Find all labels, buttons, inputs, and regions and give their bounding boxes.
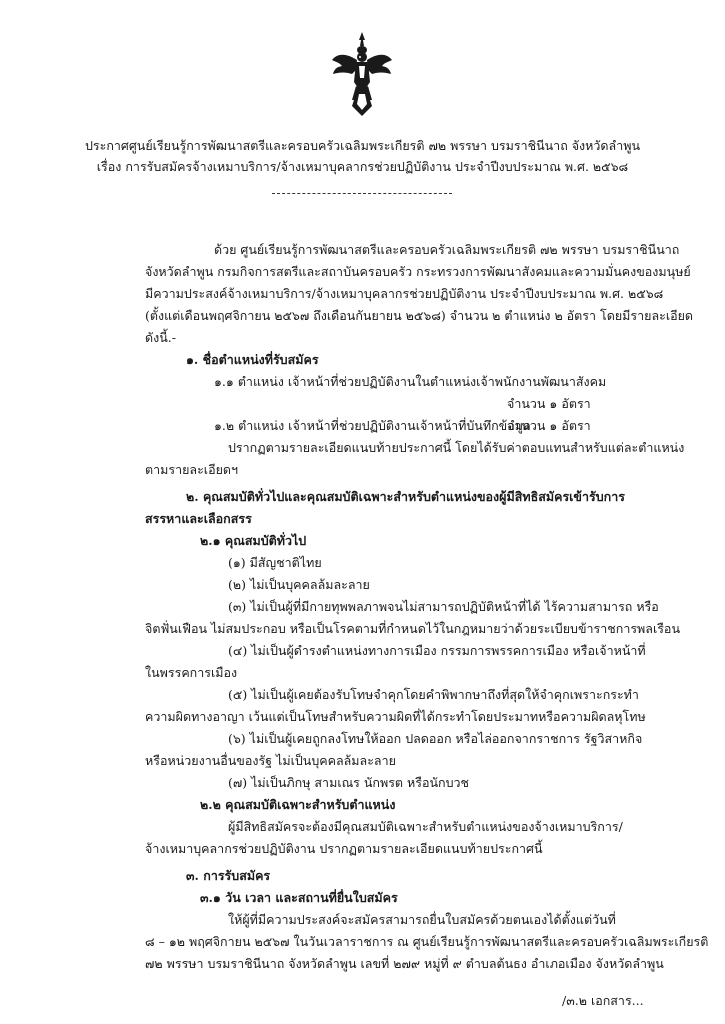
section1-item1-count: จำนวน ๑ อัตรา bbox=[507, 396, 591, 411]
page-continuation: /๓.๒ เอกสาร... bbox=[562, 993, 644, 1008]
application-line-1: ให้ผู้ที่มีความประสงค์จะสมัครสามารถยื่นใบสมัครด้วยตนเองได้ตั้งแต่วันที่ bbox=[228, 912, 616, 927]
qualification-6: (๖) ไม่เป็นผู้เคยถูกลงโทษให้ออก ปลดออก หรือไล่ออกจากราชการ รัฐวิสาหกิจ bbox=[228, 731, 643, 746]
intro-line-1: ด้วย ศูนย์เรียนรู้การพัฒนาสตรีและครอบครัวเฉลิมพระเกียรติ ๗๒ พรรษา บรมราชินีนาถ bbox=[214, 242, 680, 257]
section3-heading: ๓. การรับสมัคร bbox=[186, 868, 271, 883]
qualification-3-cont: จิตฟั่นเฟือน ไม่สมประกอบ หรือเป็นโรคตามที่กำหนดไว้ในกฎหมายว่าด้วยระเบียบข้าราชการพลเรือน bbox=[145, 621, 680, 636]
qualification-4-cont: ในพรรคการเมือง bbox=[145, 665, 238, 680]
section1-item2-count: จำนวน ๑ อัตรา bbox=[507, 418, 591, 433]
qualification-6-cont: หรือหน่วยงานอื่นของรัฐ ไม่เป็นบุคคลล้มละลาย bbox=[145, 753, 396, 768]
qualification-4: (๔) ไม่เป็นผู้ดำรงตำแหน่งทางการเมือง กรรมการพรรคการเมือง หรือเจ้าหน้าที่ bbox=[228, 643, 646, 658]
announcement-title: ประกาศศูนย์เรียนรู้การพัฒนาสตรีและครอบครัวเฉลิมพระเกียรติ ๗๒ พรรษา บรมราชินีนาถ จังหวัดลำพูน bbox=[84, 138, 641, 153]
section1-note-2: ตามรายละเอียดฯ bbox=[145, 462, 239, 477]
section2-sub2: ๒.๒ คุณสมบัติเฉพาะสำหรับตำแหน่ง bbox=[200, 797, 396, 812]
qualification-5: (๕) ไม่เป็นผู้เคยต้องรับโทษจำคุกโดยคำพิพากษาถึงที่สุดให้จำคุกเพราะกระทำ bbox=[228, 687, 639, 702]
section1-item1: ๑.๑ ตำแหน่ง เจ้าหน้าที่ช่วยปฏิบัติงานในตำแหน่งเจ้าพนักงานพัฒนาสังคม bbox=[214, 374, 607, 389]
specific-qualification-2: จ้างเหมาบุคลากรช่วยปฏิบัติงาน ปรากฏตามรายละเอียดแนบท้ายประกาศนี้ bbox=[145, 841, 543, 856]
section2-heading-cont: สรรหาและเลือกสรร bbox=[145, 511, 252, 526]
qualification-3: (๓) ไม่เป็นผู้ที่มีกายทุพพลภาพจนไม่สามารถปฏิบัติหน้าที่ได้ ไร้ความสามารถ หรือ bbox=[228, 599, 659, 614]
intro-line-3: มีความประสงค์จ้างเหมาบริการ/จ้างเหมาบุคลากรช่วยปฏิบัติงาน ประจำปีงบประมาณ พ.ศ. ๒๕๖๘ bbox=[145, 286, 664, 301]
application-line-3: ๗๒ พรรษา บรมราชินีนาถ จังหวัดลำพูน เลขที่ ๒๗๙ หมู่ที่ ๙ ตำบลต้นธง อำเภอเมือง จังหวัดลำพูน bbox=[145, 956, 664, 971]
garuda-emblem-icon bbox=[330, 30, 394, 118]
section2-sub1: ๒.๑ คุณสมบัติทั่วไป bbox=[200, 533, 307, 548]
intro-line-5: ดังนี้.- bbox=[145, 330, 176, 345]
intro-line-4: (ตั้งแต่เดือนพฤศจิกายน ๒๕๖๗ ถึงเดือนกันยายน ๒๕๖๘) จำนวน ๒ ตำแหน่ง ๒ อัตรา โดยมีรายละเอียด bbox=[145, 308, 694, 323]
application-line-2: ๘ – ๑๒ พฤศจิกายน ๒๕๖๗ ในวันเวลาราชการ ณ ศูนย์เรียนรู้การพัฒนาสตรีและครอบครัวเฉลิมพระเกียรติ bbox=[145, 934, 709, 949]
announcement-subject: เรื่อง การรับสมัครจ้างเหมาบริการ/จ้างเหมาบุคลากรช่วยปฏิบัติงาน ประจำปีงบประมาณ พ.ศ. ๒๕๖๘ bbox=[96, 159, 629, 174]
section1-heading: ๑. ชื่อตำแหน่งที่รับสมัคร bbox=[186, 352, 319, 367]
section1-note-1: ปรากฏตามรายละเอียดแนบท้ายประกาศนี้ โดยได้รับค่าตอบแทนสำหรับแต่ละตำแหน่ง bbox=[228, 440, 685, 455]
specific-qualification-1: ผู้มีสิทธิสมัครจะต้องมีคุณสมบัติเฉพาะสำหรับตำแหน่งของจ้างเหมาบริการ/ bbox=[228, 819, 623, 834]
section3-sub1: ๓.๑ วัน เวลา และสถานที่ยื่นใบสมัคร bbox=[200, 890, 398, 905]
section2-heading: ๒. คุณสมบัติทั่วไปและคุณสมบัติเฉพาะสำหรับตำแหน่งของผู้มีสิทธิสมัครเข้ารับการ bbox=[186, 489, 625, 504]
intro-line-2: จังหวัดลำพูน กรมกิจการสตรีและสถาบันครอบครัว กระทรวงการพัฒนาสังคมและความมั่นคงของมนุษย์ bbox=[145, 264, 691, 279]
section1-item2: ๑.๒ ตำแหน่ง เจ้าหน้าที่ช่วยปฏิบัติงานเจ้าหน้าที่บันทึกข้อมูล bbox=[214, 418, 531, 433]
title-divider bbox=[272, 193, 452, 194]
qualification-2: (๒) ไม่เป็นบุคคลล้มละลาย bbox=[228, 577, 370, 592]
qualification-1: (๑) มีสัญชาติไทย bbox=[228, 555, 322, 570]
qualification-5-cont: ความผิดทางอาญา เว้นแต่เป็นโทษสำหรับความผิดที่ได้กระทำโดยประมาทหรือความผิดลหุโทษ bbox=[145, 709, 646, 724]
qualification-7: (๗) ไม่เป็นภิกษุ สามเณร นักพรต หรือนักบวช bbox=[228, 775, 470, 790]
